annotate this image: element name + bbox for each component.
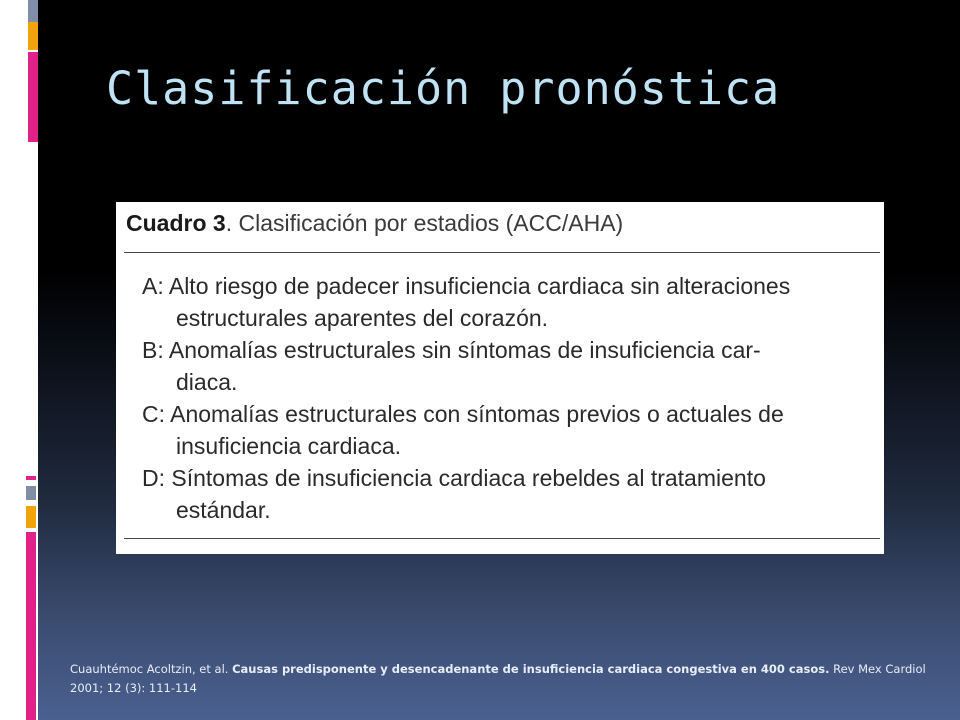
citation xyxy=(70,660,940,698)
deco-magenta-stripe xyxy=(28,52,38,142)
deco-white-stripe xyxy=(22,0,26,158)
stage-item-d xyxy=(142,462,862,526)
table-heading-label: Cuadro 3 xyxy=(126,210,226,236)
stage-item-line2: estándar. xyxy=(176,497,271,523)
stage-item-line1: D: Síntomas de insuficiencia cardiaca rebeldes al tratamiento xyxy=(142,465,766,491)
stage-item-line1: B: Anomalías estructurales sin síntomas de insuficiencia car- xyxy=(142,337,761,363)
stage-item-b xyxy=(142,334,862,398)
stage-list xyxy=(142,270,862,526)
table-bottom-rule xyxy=(124,538,880,539)
deco-magenta-stripe xyxy=(26,476,36,480)
deco-gray-stripe xyxy=(26,486,36,500)
stage-item-line2: insuficiencia cardiaca. xyxy=(176,433,402,459)
stage-item-line1: A: Alto riesgo de padecer insuficiencia cardiaca sin alteraciones xyxy=(142,273,791,299)
decorative-bars xyxy=(0,0,60,720)
table-top-rule xyxy=(124,252,880,253)
citation-source: Rev Mex Cardiol 2001; 12 (3): 111-114 xyxy=(70,662,926,695)
table-heading-text: . Clasificación por estadios (ACC/AHA) xyxy=(225,210,624,236)
citation-article-title: Causas predisponente y desencadenante de insuficiencia cardiaca congestiva en 400 casos. xyxy=(232,662,830,676)
table-heading xyxy=(126,210,623,237)
deco-orange-stripe xyxy=(28,22,38,50)
slide-title: Clasificación pronóstica xyxy=(106,62,781,115)
stage-item-line2: estructurales aparentes del corazón. xyxy=(176,305,549,331)
deco-magenta-stripe xyxy=(26,532,36,720)
deco-orange-stripe xyxy=(26,506,36,528)
classification-table-image xyxy=(116,202,884,554)
stage-item-line1: C: Anomalías estructurales con síntomas previos o actuales de xyxy=(142,401,784,427)
stage-item-c xyxy=(142,398,862,462)
stage-item-a xyxy=(142,270,862,334)
citation-authors: Cuauhtémoc Acoltzin, et al. xyxy=(70,662,233,676)
deco-gray-stripe xyxy=(28,0,38,22)
stage-item-line2: diaca. xyxy=(176,369,238,395)
